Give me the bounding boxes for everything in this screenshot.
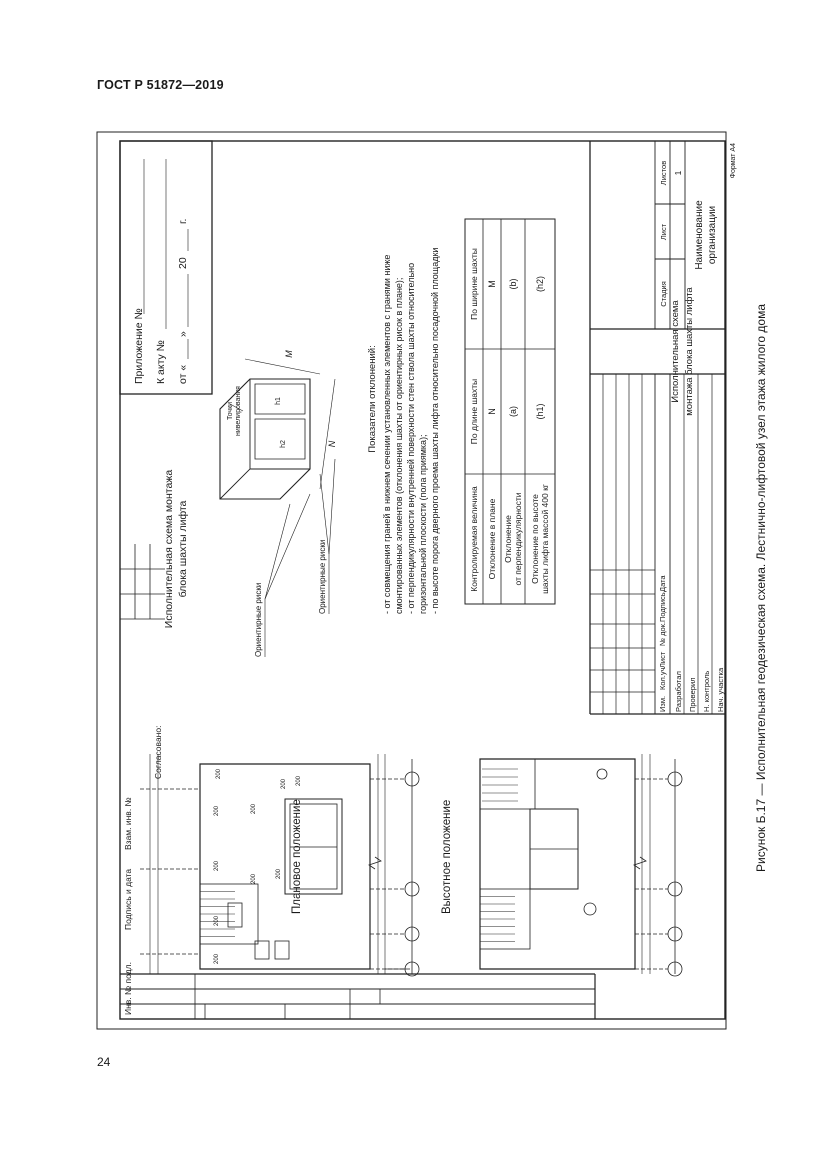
- table-header: По длине шахты: [469, 378, 479, 445]
- elevator-box: [275, 941, 289, 959]
- door-opening: [255, 419, 305, 459]
- letter-M: M: [284, 350, 294, 358]
- tb-doc-title: Исполнительная схема: [670, 300, 681, 403]
- appendix-date-year: 20: [177, 257, 189, 269]
- scheme-title: Исполнительная схема монтажа: [163, 469, 175, 629]
- stair-flight: [480, 759, 535, 809]
- tb-format: Формат А4: [730, 143, 737, 179]
- tb-col-header: Кол.уч: [658, 667, 667, 690]
- stamp-field-label: Инв. № подл.: [123, 962, 133, 1015]
- tb-col-header: Дата: [658, 575, 667, 592]
- plumbing-fixture: [597, 769, 607, 779]
- dimension-label: 200: [214, 953, 220, 965]
- table-header: По ширине шахты: [469, 248, 479, 320]
- leveling-label: нивелирования: [235, 386, 242, 436]
- deviation-table: [465, 219, 555, 604]
- tb-col-header: Лист: [658, 651, 667, 668]
- leader-line: [329, 459, 335, 554]
- figure-caption-wrap: [749, 298, 773, 878]
- table-cell-name: Отклонение: [503, 515, 513, 563]
- shaft-box-edges: [220, 379, 310, 499]
- side-stamp: [120, 544, 595, 1019]
- plan-view: [140, 754, 419, 976]
- tb-org: организации: [707, 205, 718, 265]
- leveling-label: Точки: [227, 401, 234, 421]
- scheme-title: блока шахты лифта: [177, 500, 189, 598]
- appendix-box: [120, 141, 212, 394]
- dimension-label: 200: [214, 860, 220, 872]
- dimension-label: 200: [251, 873, 257, 885]
- appendix-line2: К акту №: [155, 340, 167, 384]
- tb-sheets-total: 1: [673, 170, 683, 176]
- table-cell-width: (h2): [535, 275, 545, 293]
- appendix-date-start: от «: [177, 364, 189, 384]
- indicators-line: горизонтальной плоскости (пола приямка);: [418, 434, 428, 614]
- elevation-title: Высотное положение: [441, 799, 453, 914]
- title-block: [590, 141, 737, 714]
- letter-h1: h1: [275, 397, 282, 405]
- table-cell-name: шахты лифта массой 400 кг: [540, 484, 550, 594]
- scheme-area: [163, 350, 337, 657]
- dimension-label: 200: [296, 775, 302, 787]
- table-cell-width: M: [487, 280, 497, 288]
- leader-line: [265, 494, 310, 599]
- tb-stage-header: Листов: [659, 160, 668, 186]
- tb-role: Нач. участка: [716, 667, 725, 712]
- document-header: ГОСТ Р 51872—2019: [97, 78, 224, 92]
- dimension-label: 200: [214, 915, 220, 927]
- stamp-field-label: Подпись и дата: [123, 868, 133, 930]
- dimension-label: 200: [281, 778, 287, 790]
- stamp-field-label: Взам. инв. №: [123, 797, 133, 850]
- dim-line: [320, 379, 335, 489]
- tb-role: Проверил: [688, 677, 697, 712]
- table-cell-length: (h1): [535, 403, 545, 420]
- tb-role: Н. контроль: [702, 670, 711, 712]
- indicators-line: - от совмещения граней в нижнем сечении установленных элементов с гранями ниже: [382, 254, 392, 614]
- table-cell-name: Отклонение в плане: [487, 498, 497, 580]
- table-cell-name: Отклонение по высоте: [530, 494, 540, 584]
- letter-N: N: [327, 440, 337, 448]
- tb-doc-title: монтажа блока шахты лифта: [684, 287, 695, 416]
- tb-org: Наименование: [694, 200, 705, 270]
- break-mark: [634, 857, 646, 869]
- table-cell-length: N: [487, 408, 497, 415]
- stamp-agreed-label: Согласовано:: [153, 725, 163, 779]
- elevation-view: [441, 754, 682, 976]
- marks-label: Ориентирные риски: [254, 582, 263, 657]
- dimension-label: 200: [276, 868, 282, 880]
- dimension-label: 200: [251, 803, 257, 815]
- dim-line: [245, 359, 320, 374]
- appendix-date-mid: »: [177, 331, 189, 337]
- marks-label: Ориентирные риски: [318, 539, 327, 614]
- tb-col-header: Изм.: [658, 695, 667, 712]
- page-number: 24: [97, 1055, 111, 1069]
- table-cell-name: от перпендикулярности: [513, 492, 523, 586]
- letter-h2: h2: [280, 440, 287, 448]
- table-header: Контролируемая величина: [469, 486, 479, 592]
- tb-stage-header: Лист: [659, 223, 668, 241]
- break-mark: [369, 857, 381, 869]
- dimension-label: 200: [216, 768, 222, 780]
- tb-col-header: Подпись: [658, 592, 667, 622]
- indicators-line: смонтированных элементов (отклонения шахты от ориентирных рисок в плане);: [394, 277, 404, 614]
- indicators-heading: Показатели отклонений:: [367, 345, 378, 453]
- appendix-date-end: г.: [177, 218, 189, 224]
- indicators-text: [367, 248, 440, 614]
- indicators-line: - от перпендикулярности внутренней поверхности стен ствола шахты относительно: [406, 262, 416, 614]
- tb-stage-header: Стадия: [659, 281, 668, 307]
- appendix-line1: Приложение №: [133, 308, 145, 384]
- plumbing-fixture: [584, 903, 596, 915]
- tb-role: Разработал: [674, 671, 683, 712]
- tb-col-header: № док.: [658, 621, 667, 646]
- indicators-line: - по высоте порога дверного проема шахты лифта относительно посадочной площадки: [430, 247, 440, 614]
- leader-line: [265, 504, 290, 599]
- elevation-contour: [480, 759, 635, 969]
- figure-caption: Рисунок Б.17 — Исполнительная геодезическая схема. Лестнично-лифтовой узел этажа жилого дома: [754, 304, 768, 872]
- table-cell-length: (a): [508, 406, 518, 417]
- dimension-label: 200: [214, 805, 220, 817]
- table-cell-width: (b): [508, 278, 518, 290]
- shaft-box: [220, 379, 310, 499]
- rotated-drawing: [120, 141, 737, 1019]
- plan-title: Плановое положение: [291, 799, 303, 914]
